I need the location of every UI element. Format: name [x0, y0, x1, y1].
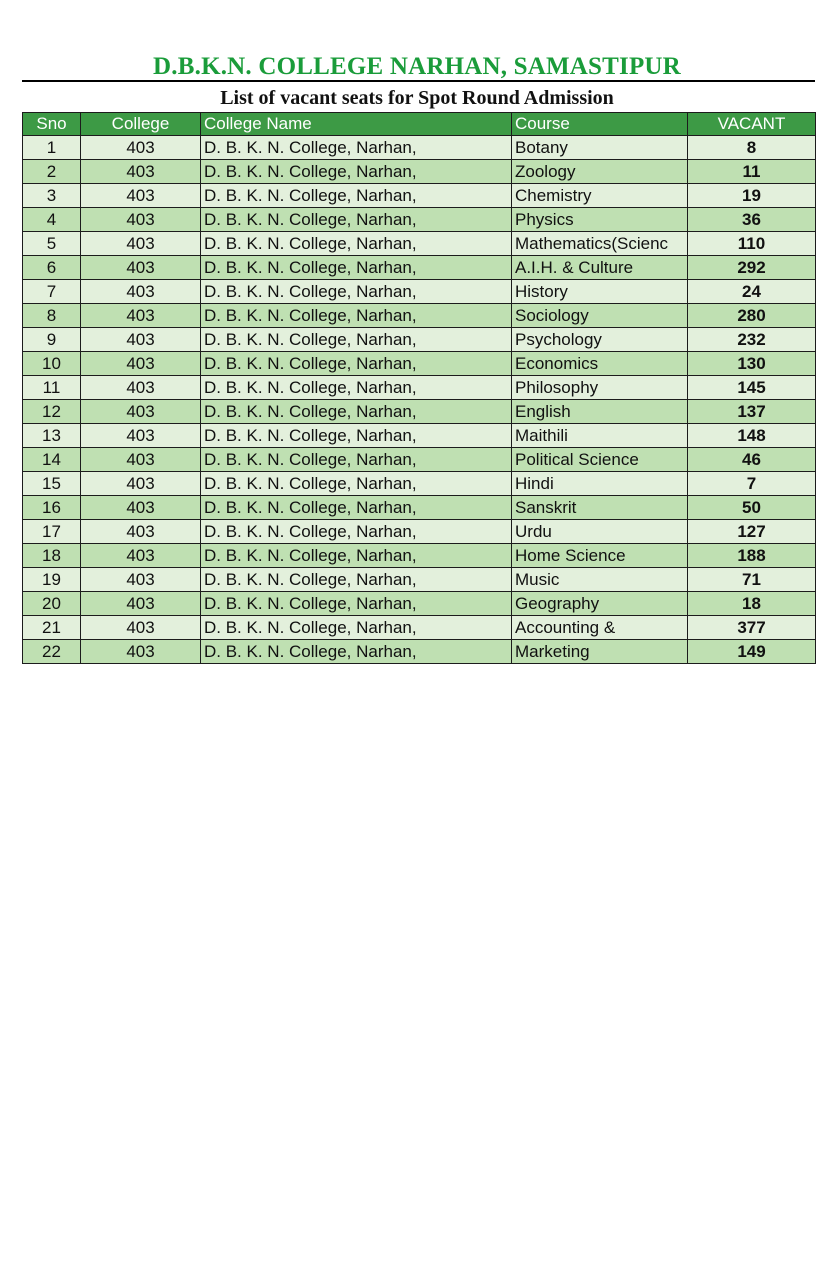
column-header-college: College	[81, 113, 201, 136]
table-row	[23, 592, 816, 616]
college-code-cell: 403	[81, 568, 201, 592]
vacant-count-cell: 145	[688, 376, 816, 400]
table-body	[23, 136, 816, 664]
table-row	[23, 424, 816, 448]
table-row	[23, 376, 816, 400]
vacant-count-cell: 188	[688, 544, 816, 568]
course-cell: Chemistry	[512, 184, 688, 208]
course-cell: Home Science	[512, 544, 688, 568]
college-code-cell: 403	[81, 184, 201, 208]
sno-cell: 17	[23, 520, 81, 544]
sno-cell: 12	[23, 400, 81, 424]
vacant-count-cell: 377	[688, 616, 816, 640]
vacant-count-cell: 110	[688, 232, 816, 256]
college-code-cell: 403	[81, 400, 201, 424]
college-code-cell: 403	[81, 232, 201, 256]
college-name-cell: D. B. K. N. College, Narhan,	[201, 304, 512, 328]
sno-cell: 7	[23, 280, 81, 304]
college-code-cell: 403	[81, 160, 201, 184]
column-header-sno: Sno	[23, 113, 81, 136]
course-cell: Urdu	[512, 520, 688, 544]
column-header-vacant: VACANT	[688, 113, 816, 136]
college-code-cell: 403	[81, 256, 201, 280]
college-name-cell: D. B. K. N. College, Narhan,	[201, 472, 512, 496]
vacant-count-cell: 7	[688, 472, 816, 496]
college-code-cell: 403	[81, 424, 201, 448]
sno-cell: 15	[23, 472, 81, 496]
vacant-count-cell: 24	[688, 280, 816, 304]
college-name-cell: D. B. K. N. College, Narhan,	[201, 184, 512, 208]
college-name-cell: D. B. K. N. College, Narhan,	[201, 256, 512, 280]
vacant-count-cell: 280	[688, 304, 816, 328]
column-header-course: Course	[512, 113, 688, 136]
course-cell: Music	[512, 568, 688, 592]
college-name-cell: D. B. K. N. College, Narhan,	[201, 568, 512, 592]
table-row	[23, 448, 816, 472]
course-cell: Botany	[512, 136, 688, 160]
table-row	[23, 544, 816, 568]
college-name-cell: D. B. K. N. College, Narhan,	[201, 328, 512, 352]
college-name-cell: D. B. K. N. College, Narhan,	[201, 496, 512, 520]
college-code-cell: 403	[81, 640, 201, 664]
college-code-cell: 403	[81, 448, 201, 472]
vacant-count-cell: 50	[688, 496, 816, 520]
table-row	[23, 304, 816, 328]
course-cell: Zoology	[512, 160, 688, 184]
sno-cell: 4	[23, 208, 81, 232]
college-name-cell: D. B. K. N. College, Narhan,	[201, 640, 512, 664]
title-divider	[22, 80, 815, 82]
college-name-cell: D. B. K. N. College, Narhan,	[201, 136, 512, 160]
table-row	[23, 208, 816, 232]
sno-cell: 9	[23, 328, 81, 352]
college-code-cell: 403	[81, 304, 201, 328]
sno-cell: 8	[23, 304, 81, 328]
table-row	[23, 232, 816, 256]
vacant-count-cell: 36	[688, 208, 816, 232]
sno-cell: 3	[23, 184, 81, 208]
table-row	[23, 280, 816, 304]
college-name-cell: D. B. K. N. College, Narhan,	[201, 232, 512, 256]
course-cell: A.I.H. & Culture	[512, 256, 688, 280]
vacant-count-cell: 127	[688, 520, 816, 544]
table-row	[23, 472, 816, 496]
college-name-cell: D. B. K. N. College, Narhan,	[201, 352, 512, 376]
vacant-count-cell: 11	[688, 160, 816, 184]
college-name-cell: D. B. K. N. College, Narhan,	[201, 520, 512, 544]
sno-cell: 18	[23, 544, 81, 568]
college-code-cell: 403	[81, 592, 201, 616]
vacant-count-cell: 46	[688, 448, 816, 472]
table-header	[23, 113, 816, 136]
course-cell: Sanskrit	[512, 496, 688, 520]
table-row	[23, 352, 816, 376]
course-cell: Maithili	[512, 424, 688, 448]
course-cell: Philosophy	[512, 376, 688, 400]
college-name-cell: D. B. K. N. College, Narhan,	[201, 160, 512, 184]
table-row	[23, 520, 816, 544]
table-row	[23, 616, 816, 640]
table-row	[23, 496, 816, 520]
vacant-count-cell: 148	[688, 424, 816, 448]
vacant-count-cell: 232	[688, 328, 816, 352]
college-name-cell: D. B. K. N. College, Narhan,	[201, 616, 512, 640]
vacant-count-cell: 19	[688, 184, 816, 208]
college-name-cell: D. B. K. N. College, Narhan,	[201, 544, 512, 568]
college-code-cell: 403	[81, 616, 201, 640]
sno-cell: 6	[23, 256, 81, 280]
college-name-cell: D. B. K. N. College, Narhan,	[201, 424, 512, 448]
page-title: D.B.K.N. COLLEGE NARHAN, SAMASTIPUR	[153, 53, 681, 80]
sno-cell: 20	[23, 592, 81, 616]
vacant-count-cell: 137	[688, 400, 816, 424]
course-cell: History	[512, 280, 688, 304]
page-subtitle: List of vacant seats for Spot Round Admission	[220, 87, 614, 109]
vacant-count-cell: 292	[688, 256, 816, 280]
course-cell: Geography	[512, 592, 688, 616]
header-row	[23, 113, 816, 136]
course-cell: Accounting &	[512, 616, 688, 640]
course-cell: Marketing	[512, 640, 688, 664]
college-name-cell: D. B. K. N. College, Narhan,	[201, 400, 512, 424]
sno-cell: 22	[23, 640, 81, 664]
college-name-cell: D. B. K. N. College, Narhan,	[201, 208, 512, 232]
vacant-count-cell: 18	[688, 592, 816, 616]
vacant-seats-table	[22, 112, 816, 664]
college-code-cell: 403	[81, 328, 201, 352]
table-row	[23, 400, 816, 424]
table-row	[23, 256, 816, 280]
course-cell: Sociology	[512, 304, 688, 328]
vacant-count-cell: 71	[688, 568, 816, 592]
table-row	[23, 568, 816, 592]
sno-cell: 10	[23, 352, 81, 376]
course-cell: Hindi	[512, 472, 688, 496]
table-row	[23, 184, 816, 208]
college-code-cell: 403	[81, 136, 201, 160]
college-code-cell: 403	[81, 376, 201, 400]
college-name-cell: D. B. K. N. College, Narhan,	[201, 592, 512, 616]
college-name-cell: D. B. K. N. College, Narhan,	[201, 376, 512, 400]
vacant-count-cell: 149	[688, 640, 816, 664]
sno-cell: 2	[23, 160, 81, 184]
college-name-cell: D. B. K. N. College, Narhan,	[201, 280, 512, 304]
college-code-cell: 403	[81, 208, 201, 232]
column-header-college-name: College Name	[201, 113, 512, 136]
sno-cell: 11	[23, 376, 81, 400]
college-code-cell: 403	[81, 472, 201, 496]
sno-cell: 1	[23, 136, 81, 160]
table-row	[23, 160, 816, 184]
college-code-cell: 403	[81, 544, 201, 568]
vacant-count-cell: 130	[688, 352, 816, 376]
course-cell: Psychology	[512, 328, 688, 352]
sno-cell: 16	[23, 496, 81, 520]
course-cell: Mathematics(Scienc	[512, 232, 688, 256]
table-row	[23, 640, 816, 664]
sno-cell: 13	[23, 424, 81, 448]
course-cell: Political Science	[512, 448, 688, 472]
table-row	[23, 328, 816, 352]
sno-cell: 14	[23, 448, 81, 472]
college-code-cell: 403	[81, 496, 201, 520]
vacant-count-cell: 8	[688, 136, 816, 160]
college-code-cell: 403	[81, 520, 201, 544]
college-name-cell: D. B. K. N. College, Narhan,	[201, 448, 512, 472]
college-code-cell: 403	[81, 352, 201, 376]
course-cell: English	[512, 400, 688, 424]
college-code-cell: 403	[81, 280, 201, 304]
course-cell: Physics	[512, 208, 688, 232]
sno-cell: 19	[23, 568, 81, 592]
sno-cell: 21	[23, 616, 81, 640]
course-cell: Economics	[512, 352, 688, 376]
table-row	[23, 136, 816, 160]
sno-cell: 5	[23, 232, 81, 256]
